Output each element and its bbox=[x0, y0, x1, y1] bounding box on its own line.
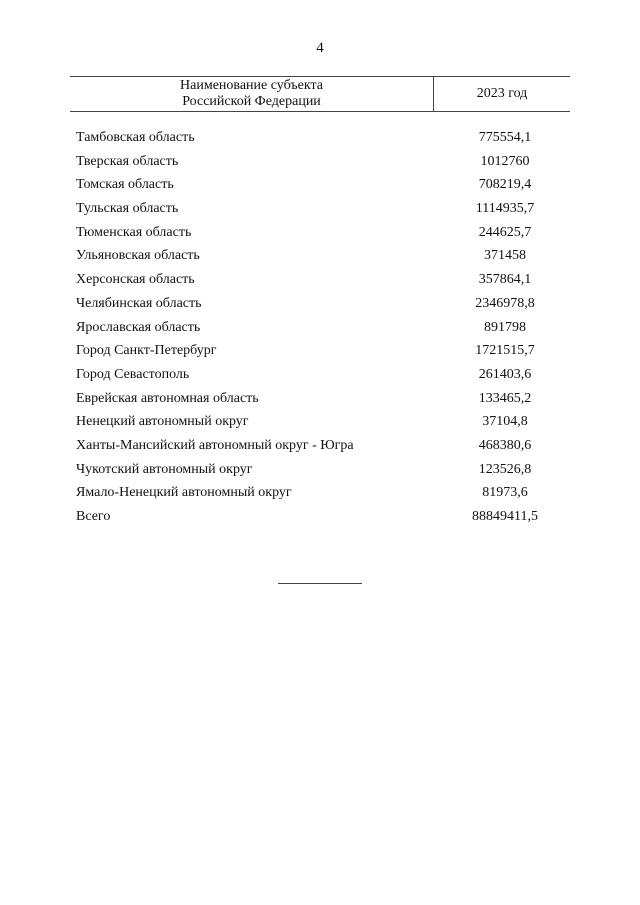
row-subject-name: Город Санкт-Петербург bbox=[76, 343, 217, 359]
table-row bbox=[76, 199, 570, 223]
row-value-2023: 708219,4 bbox=[478, 177, 532, 193]
table-row bbox=[76, 483, 570, 507]
row-value-2023: 244625,7 bbox=[478, 224, 532, 240]
row-value-2023: 1012760 bbox=[480, 153, 530, 169]
row-subject-name: Тульская область bbox=[76, 201, 179, 217]
row-subject-name: Еврейская автономная область bbox=[76, 390, 259, 406]
column-header-subject-line1: Наименование субъекта bbox=[180, 78, 323, 93]
table-row bbox=[76, 507, 570, 531]
page-number: 4 bbox=[316, 40, 324, 56]
row-value-2023: 37104,8 bbox=[482, 414, 528, 430]
column-header-subject-line2: Российской Федерации bbox=[182, 94, 321, 109]
row-value-2023: 81973,6 bbox=[482, 485, 528, 501]
row-subject-name: Тюменская область bbox=[76, 224, 192, 240]
row-value-2023: 133465,2 bbox=[478, 390, 532, 406]
table-row bbox=[76, 412, 570, 436]
table-row bbox=[76, 460, 570, 484]
table-row bbox=[76, 152, 570, 176]
row-value-2023: 357864,1 bbox=[478, 272, 532, 288]
row-value-2023: 88849411,5 bbox=[472, 509, 538, 524]
table-row bbox=[76, 294, 570, 318]
row-value-2023: 371458 bbox=[484, 248, 526, 264]
column-header-year: 2023 год bbox=[476, 86, 528, 101]
row-value-2023: 261403,6 bbox=[478, 366, 532, 382]
row-value-2023: 775554,1 bbox=[478, 130, 532, 145]
table-row bbox=[76, 341, 570, 365]
table-row bbox=[76, 270, 570, 294]
row-value-2023: 2346978,8 bbox=[475, 295, 535, 311]
row-subject-name: Всего bbox=[76, 509, 111, 524]
table-body bbox=[76, 128, 570, 531]
row-subject-name: Тамбовская область bbox=[76, 130, 195, 145]
row-subject-name: Ненецкий автономный округ bbox=[76, 414, 249, 430]
closing-rule bbox=[278, 583, 362, 584]
row-value-2023: 1721515,7 bbox=[475, 343, 535, 359]
row-value-2023: 123526,8 bbox=[478, 461, 532, 477]
table-row bbox=[76, 175, 570, 199]
table-header bbox=[70, 76, 570, 112]
row-subject-name: Ханты-Мансийский автономный округ - Югра bbox=[76, 437, 354, 453]
row-subject-name: Челябинская область bbox=[76, 295, 202, 311]
table-row bbox=[76, 436, 570, 460]
row-value-2023: 891798 bbox=[484, 319, 526, 335]
row-subject-name: Чукотский автономный округ bbox=[76, 461, 253, 477]
row-subject-name: Ярославская область bbox=[76, 319, 201, 335]
table-row bbox=[76, 128, 570, 152]
column-header-subject bbox=[70, 77, 434, 111]
table-row bbox=[76, 389, 570, 413]
table-row bbox=[76, 318, 570, 342]
row-subject-name: Город Севастополь bbox=[76, 366, 190, 382]
row-subject-name: Ямало-Ненецкий автономный округ bbox=[76, 485, 292, 501]
table-row bbox=[76, 246, 570, 270]
row-subject-name: Ульяновская область bbox=[76, 248, 200, 264]
row-subject-name: Тверская область bbox=[76, 153, 179, 169]
table-row bbox=[76, 223, 570, 247]
table-row bbox=[76, 365, 570, 389]
row-subject-name: Херсонская область bbox=[76, 272, 195, 288]
row-value-2023: 1114935,7 bbox=[475, 201, 535, 217]
row-subject-name: Томская область bbox=[76, 177, 174, 193]
row-value-2023: 468380,6 bbox=[478, 437, 532, 453]
